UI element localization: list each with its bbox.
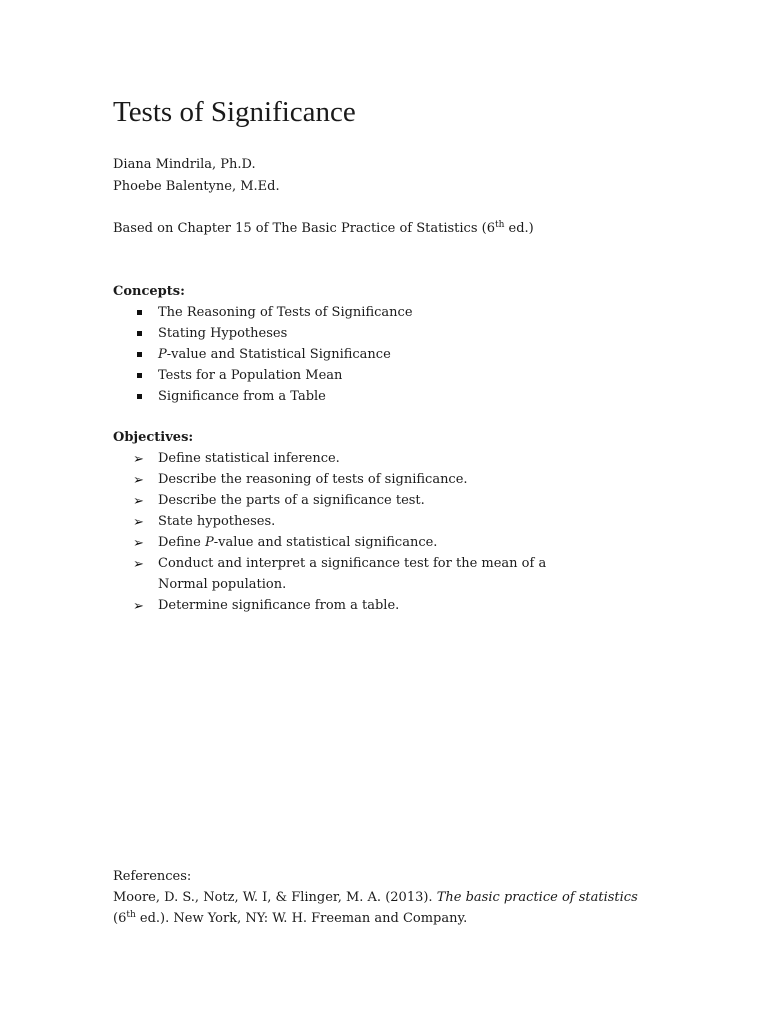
arrow-bullet-icon: ➢ [133,452,144,467]
arrow-bullet-icon: ➢ [133,536,144,551]
list-item [113,490,633,511]
list-item-text: Significance from a Table [158,389,326,404]
arrow-bullet-icon: ➢ [133,473,144,488]
italic-letter: P [205,535,214,550]
italic-letter: P [158,347,167,362]
list-item [113,553,588,595]
list-item-text: -value and Statistical Significance [166,347,391,362]
list-item [113,344,633,365]
author-name: Diana Mindrila, Ph.D. [113,157,256,172]
list-item-text-suffix: -value and statistical significance. [213,535,438,550]
square-bullet-icon [137,373,142,378]
objectives-heading: Objectives: [113,430,194,445]
list-item [113,386,633,407]
list-item-text: The Reasoning of Tests of Significance [158,305,413,320]
list-item [113,302,633,323]
list-item-text: Determine significance from a table. [158,598,400,613]
list-item-text: Conduct and interpret a significance test for the mean of a Normal population. [158,556,547,592]
list-item [113,365,633,386]
citation-authors: Moore, D. S., Notz, W. I, & Flinger, M. A. (2013). [113,890,437,905]
references-section [113,866,653,929]
list-item-text: Describe the reasoning of tests of significance. [158,472,468,487]
list-item-text: Define [158,535,205,550]
author-block [113,154,280,198]
citation-edition-superscript: th [126,910,136,920]
list-item [113,469,633,490]
concepts-list [113,302,633,407]
square-bullet-icon [137,331,142,336]
square-bullet-icon [137,310,142,315]
source-note-suffix: ed.) [504,221,534,236]
document-title: Tests of Significance [113,96,356,128]
source-note-superscript: th [494,220,505,230]
list-item-text: Stating Hypotheses [158,326,288,341]
citation-publisher: ed.). New York, NY: W. H. Freeman and Company. [135,911,468,926]
list-item [113,595,633,616]
objectives-list [113,448,633,616]
list-item [113,448,633,469]
list-item [113,511,633,532]
concepts-heading: Concepts: [113,284,185,299]
list-item [113,532,633,553]
list-item-text: Describe the parts of a significance test. [158,493,425,508]
list-item-text: Tests for a Population Mean [158,368,343,383]
arrow-bullet-icon: ➢ [133,515,144,530]
list-item-text: State hypotheses. [158,514,276,529]
arrow-bullet-icon: ➢ [133,599,144,614]
author-name: Phoebe Balentyne, M.Ed. [113,179,280,194]
citation-edition: (6 [113,911,127,926]
list-item [113,323,633,344]
arrow-bullet-icon: ➢ [133,494,144,509]
source-note [113,218,534,239]
citation-title: The basic practice of statistics [436,890,638,905]
square-bullet-icon [137,394,142,399]
source-note-text: Based on Chapter 15 of The Basic Practice of Statistics (6 [113,221,495,236]
square-bullet-icon [137,352,142,357]
list-item-text: Define statistical inference. [158,451,340,466]
arrow-bullet-icon: ➢ [133,557,144,572]
reference-citation [113,887,653,929]
references-heading: References: [113,869,192,884]
